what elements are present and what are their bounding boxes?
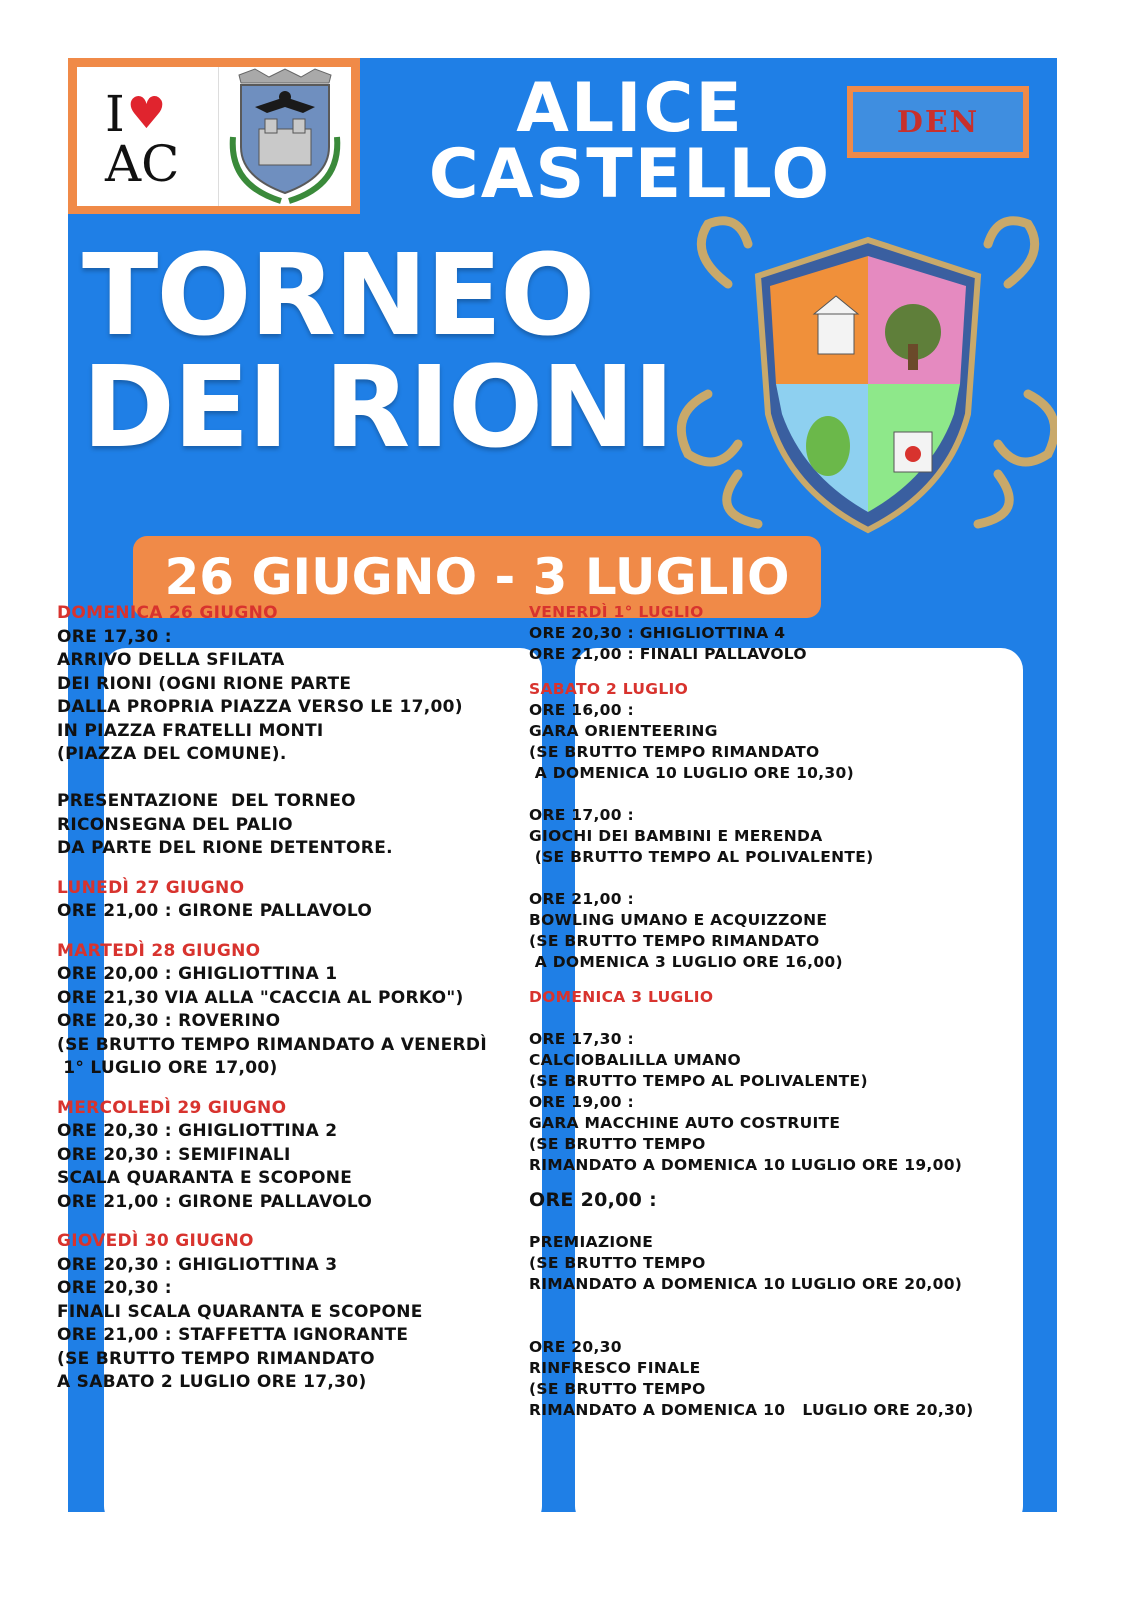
schedule-line: (SE BRUTTO TEMPO RIMANDATO [529, 932, 820, 950]
schedule-line: (SE BRUTTO TEMPO RIMANDATO [57, 1348, 375, 1369]
schedule-line: PRESENTAZIONE DEL TORNEO [57, 791, 356, 811]
schedule-line: ARRIVO DELLA SFILATA [57, 650, 285, 670]
schedule-line [57, 767, 487, 791]
schedule-line [529, 1316, 974, 1337]
schedule-line: 1° LUGLIO ORE 17,00) [57, 1058, 278, 1078]
schedule-line [529, 868, 974, 889]
schedule-line: ORE 20,30 : GHIGLIOTTINA 3 [57, 1254, 338, 1275]
schedule-line: (SE BRUTTO TEMPO AL POLIVALENTE) [529, 848, 874, 866]
schedule-line: ORE 21,00 : STAFFETTA IGNORANTE [57, 1325, 409, 1345]
schedule-day-heading: DOMENICA 3 LUGLIO [529, 988, 714, 1006]
schedule-line: RIMANDATO A DOMENICA 10 LUGLIO ORE 19,00) [529, 1156, 963, 1174]
schedule-line [529, 1008, 974, 1029]
schedule-line: IN PIAZZA FRATELLI MONTI [57, 720, 324, 741]
schedule-line: GARA ORIENTEERING [529, 722, 718, 740]
event-dates: 26 GIUGNO - 3 LUGLIO [133, 536, 821, 618]
schedule-day-heading: SABATO 2 LUGLIO [529, 680, 689, 698]
den-logo: DEN [847, 86, 1029, 158]
schedule-line: ORE 20,30 : GHIGLIOTTINA 2 [57, 1121, 338, 1141]
schedule-left [57, 602, 487, 1395]
schedule-line: RICONSEGNA DEL PALIO [57, 814, 293, 835]
schedule-line: DEI RIONI (OGNI RIONE PARTE [57, 673, 352, 694]
schedule-line [529, 784, 974, 805]
schedule-line: ORE 21,00 : FINALI PALLAVOLO [529, 645, 807, 663]
schedule-line: ORE 21,30 VIA ALLA "CACCIA AL PORKO") [57, 987, 464, 1008]
schedule-line: (SE BRUTTO TEMPO AL POLIVALENTE) [529, 1072, 868, 1090]
schedule-line: ORE 20,30 [529, 1338, 622, 1356]
event-title: TORNEO DEI RIONI [82, 231, 673, 473]
schedule-day-heading: MARTEDÌ 28 GIUGNO [57, 940, 261, 961]
schedule-day-heading: GIOVEDÌ 30 GIUGNO [57, 1231, 254, 1251]
schedule-line: GARA MACCHINE AUTO COSTRUITE [529, 1114, 841, 1132]
town-crest-icon [218, 67, 352, 206]
schedule-line: ORE 20,30 : SEMIFINALI [57, 1144, 291, 1165]
schedule-line: CALCIOBALILLA UMANO [529, 1051, 742, 1069]
schedule-day-heading: VENERDÌ 1° LUGLIO [529, 603, 704, 621]
schedule-line: (SE BRUTTO TEMPO RIMANDATO A VENERDÌ [57, 1034, 487, 1055]
schedule-line: ORE 20,30 : [57, 1278, 172, 1298]
schedule-line: (SE BRUTTO TEMPO [529, 1380, 706, 1398]
schedule-line: (SE BRUTTO TEMPO [529, 1135, 706, 1153]
rioni-shield-icon [668, 214, 1057, 544]
schedule-right [529, 602, 974, 1421]
schedule-line: ORE 17,30 : [529, 1030, 635, 1048]
schedule-line: ORE 17,00 : [529, 806, 635, 824]
schedule-line: ORE 20,30 : ROVERINO [57, 1011, 281, 1031]
schedule-line: SCALA QUARANTA E SCOPONE [57, 1168, 353, 1188]
schedule-line [529, 1211, 974, 1232]
schedule-time-heading: ORE 20,00 : [529, 1189, 657, 1211]
schedule-line: (SE BRUTTO TEMPO RIMANDATO [529, 743, 820, 761]
schedule-line: RIMANDATO A DOMENICA 10 LUGLIO ORE 20,00) [529, 1275, 963, 1293]
i-love-ac-logo: I ♥ AC [105, 85, 180, 193]
schedule-line: ORE 17,30 : [57, 626, 172, 647]
schedule-line: PREMIAZIONE [529, 1233, 654, 1251]
schedule-line: ORE 21,00 : GIRONE PALLAVOLO [57, 901, 373, 921]
schedule-day-heading: DOMENICA 26 GIUGNO [57, 603, 278, 623]
schedule-line: ORE 19,00 : [529, 1093, 635, 1111]
town-name: ALICE CASTELLO [428, 69, 832, 214]
schedule-line: (PIAZZA DEL COMUNE). [57, 744, 287, 764]
schedule-line: (SE BRUTTO TEMPO [529, 1254, 706, 1272]
schedule-line: FINALI SCALA QUARANTA E SCOPONE [57, 1301, 423, 1322]
schedule-line [529, 1295, 974, 1316]
schedule-line: ORE 16,00 : [529, 701, 635, 719]
schedule-day-heading: LUNEDÌ 27 GIUGNO [57, 877, 245, 898]
schedule-line: A SABATO 2 LUGLIO ORE 17,30) [57, 1372, 367, 1392]
schedule-line: RINFRESCO FINALE [529, 1359, 701, 1377]
schedule-line: BOWLING UMANO E ACQUIZZONE [529, 911, 828, 929]
schedule-line: ORE 20,30 : GHIGLIOTTINA 4 [529, 624, 786, 642]
schedule-day-heading: MERCOLEDÌ 29 GIUGNO [57, 1097, 287, 1118]
schedule-line: ORE 20,00 : GHIGLIOTTINA 1 [57, 964, 338, 984]
schedule-line: ORE 21,00 : [529, 890, 635, 908]
schedule-line: GIOCHI DEI BAMBINI E MERENDA [529, 827, 823, 845]
schedule-line: ORE 21,00 : GIRONE PALLAVOLO [57, 1191, 373, 1212]
schedule-line: A DOMENICA 10 LUGLIO ORE 10,30) [529, 764, 854, 782]
schedule-line: DALLA PROPRIA PIAZZA VERSO LE 17,00) [57, 697, 463, 717]
schedule-line: DA PARTE DEL RIONE DETENTORE. [57, 838, 393, 858]
heart-icon: ♥ [126, 88, 167, 139]
town-logo-panel [68, 58, 360, 214]
schedule-line: RIMANDATO A DOMENICA 10 LUGLIO ORE 20,30) [529, 1401, 974, 1419]
schedule-line: A DOMENICA 3 LUGLIO ORE 16,00) [529, 953, 843, 971]
